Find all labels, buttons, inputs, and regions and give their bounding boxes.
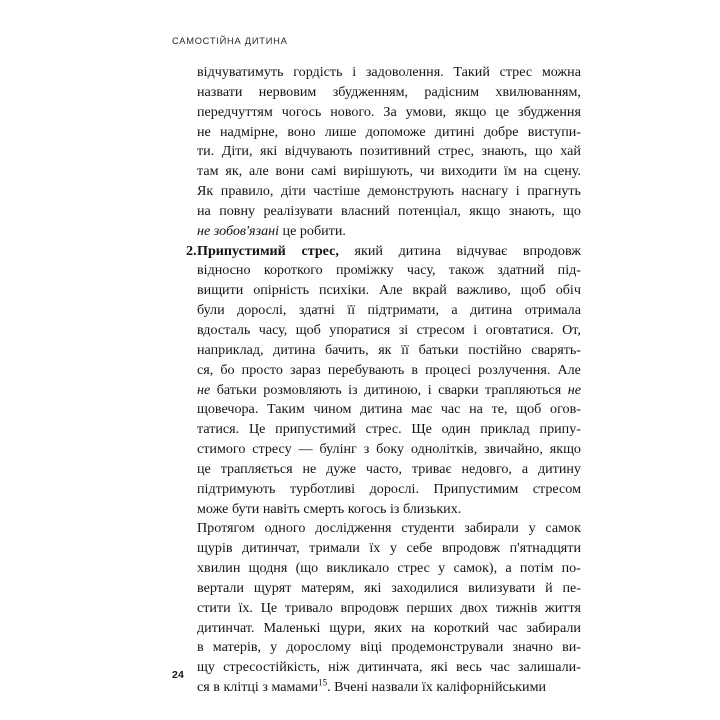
- word: на: [469, 401, 483, 418]
- word: хвилюванням,: [495, 83, 581, 100]
- text-line: [197, 559, 581, 579]
- line-main: розмовляють: [263, 381, 342, 398]
- word: стресом: [532, 480, 581, 497]
- word: яких: [374, 619, 403, 636]
- word: продемонстрували: [391, 639, 504, 656]
- word: частіше: [313, 183, 361, 200]
- text-line: [197, 281, 581, 301]
- word: їх: [369, 540, 381, 557]
- text-line-final: [197, 222, 581, 242]
- word: психіки.: [318, 282, 370, 299]
- word: виходити: [441, 163, 497, 180]
- text-line: [197, 539, 581, 559]
- word: стресостійкість,: [223, 659, 320, 676]
- word: перебувають: [327, 361, 405, 378]
- word: звичайно,: [484, 441, 543, 458]
- word: постійно: [468, 341, 522, 358]
- word: однолітків,: [410, 441, 478, 458]
- line-remainder: відчуває: [456, 242, 508, 259]
- word: Це: [260, 599, 278, 616]
- word: щурів: [197, 540, 233, 557]
- word: її: [347, 302, 356, 319]
- word: щурят: [253, 579, 292, 596]
- word: лише: [324, 123, 357, 140]
- word: тижнів: [495, 599, 538, 616]
- word: сцену.: [544, 163, 581, 180]
- word: самок),: [453, 560, 498, 577]
- word: ви-: [562, 639, 581, 656]
- word: Але: [379, 282, 403, 299]
- word: в: [411, 361, 419, 378]
- word: щоб: [516, 401, 542, 418]
- word: чи: [419, 163, 435, 180]
- word: щоб: [520, 282, 546, 299]
- word: вкрай: [412, 282, 447, 299]
- word: хай: [560, 143, 581, 160]
- emphasis-text: не зобов'язані: [197, 222, 280, 239]
- text-line: [197, 381, 581, 401]
- word: розлучення.: [478, 361, 551, 378]
- word: стрес,: [437, 143, 474, 160]
- word: Такий: [453, 64, 490, 80]
- word: двох: [460, 599, 488, 616]
- word: припу-: [539, 421, 581, 438]
- word: стрес.: [365, 421, 402, 438]
- word: самок: [545, 520, 581, 537]
- word: її: [401, 341, 409, 358]
- word: час: [497, 619, 518, 636]
- word: дитинчат,: [242, 540, 300, 557]
- word: забирали: [464, 520, 519, 537]
- word: От,: [562, 321, 581, 338]
- word: студенти: [401, 520, 455, 537]
- word: нового.: [330, 103, 375, 120]
- text-line: [197, 63, 581, 83]
- page-number: 24: [172, 669, 185, 681]
- word: не: [197, 123, 211, 140]
- text-line: [197, 321, 581, 341]
- word: відносно: [197, 262, 251, 279]
- word: які: [364, 579, 382, 596]
- word: бо: [220, 361, 235, 378]
- word: Маленькі: [263, 619, 321, 636]
- text-line: [197, 638, 581, 658]
- emphasis-text: не: [567, 381, 581, 398]
- line-remainder: дитина: [398, 242, 441, 259]
- word: одного: [264, 520, 306, 537]
- word: відчуватимуть: [197, 64, 284, 80]
- emphasis-text: не: [197, 381, 211, 398]
- text-line: [197, 261, 581, 281]
- word: Діти,: [221, 143, 253, 160]
- line-remainder: який: [354, 242, 383, 259]
- paragraph-continuation: [197, 63, 581, 242]
- word: умови,: [405, 103, 447, 120]
- word: впродовж: [441, 540, 501, 557]
- word: власний: [341, 202, 390, 219]
- word: щури,: [329, 619, 366, 636]
- word: що: [563, 202, 581, 219]
- word: вищити: [197, 282, 244, 299]
- word: повну: [219, 202, 256, 219]
- text-line: [197, 202, 581, 222]
- word: тривало: [284, 599, 333, 616]
- word: дитину: [537, 460, 581, 477]
- word: стрес: [499, 64, 533, 80]
- numbered-list-item-2: [186, 242, 581, 520]
- word: відчувають: [284, 143, 353, 160]
- word: там: [197, 163, 219, 180]
- word: їм: [503, 163, 517, 180]
- word: якщо: [469, 202, 501, 219]
- word: які: [430, 659, 448, 676]
- word: ніж: [328, 659, 350, 676]
- running-header: САМОСТІЙНА ДИТИНА: [172, 36, 288, 46]
- word: часто,: [365, 460, 403, 477]
- word: важливо,: [456, 282, 511, 299]
- word: викликало: [326, 560, 390, 577]
- word: матерів,: [212, 639, 262, 656]
- line-main: трапляються: [485, 381, 562, 398]
- word: дуже: [326, 460, 356, 477]
- word: допоможе: [365, 123, 426, 140]
- word: ся,: [197, 361, 214, 378]
- text-line: [197, 361, 581, 381]
- line-main: і: [427, 381, 432, 398]
- text-line: [197, 83, 581, 103]
- word: знають,: [508, 202, 555, 219]
- word: як,: [225, 163, 243, 180]
- word: життя: [545, 599, 581, 616]
- word: потенціал,: [398, 202, 461, 219]
- text-line: [197, 182, 581, 202]
- word: дослідження: [315, 520, 392, 537]
- word: щовечора.: [197, 401, 259, 418]
- footnote-marker: 15: [318, 677, 328, 688]
- word: стресом: [416, 321, 465, 338]
- word: недовго,: [461, 460, 512, 477]
- word: хвилин: [197, 560, 241, 577]
- text-line: [197, 400, 581, 420]
- text-line: [197, 599, 581, 619]
- word: пе-: [562, 579, 581, 596]
- body-text-column: [186, 63, 581, 698]
- word: діти: [280, 183, 306, 200]
- word: це: [197, 460, 211, 477]
- word: у: [270, 639, 278, 656]
- word: трапляється: [220, 460, 293, 477]
- word: час: [490, 659, 510, 676]
- word: впродовж: [340, 599, 399, 616]
- word: під-: [557, 262, 581, 279]
- word: зараз: [290, 361, 321, 378]
- word: на: [523, 163, 538, 180]
- word: і: [473, 321, 478, 338]
- word: дитина: [273, 341, 316, 358]
- word: надмірне,: [220, 123, 279, 140]
- word: огов-: [550, 401, 581, 418]
- word: дорослі.: [369, 480, 419, 497]
- text-line-final: [197, 500, 581, 520]
- word: просто: [241, 361, 283, 378]
- list-marker: 2.: [186, 242, 197, 259]
- word: стимого: [197, 441, 246, 458]
- text-line: [197, 460, 581, 480]
- word: опірність: [253, 282, 310, 299]
- word: позитивний: [359, 143, 431, 160]
- word: ти.: [197, 143, 215, 160]
- word: віці: [360, 639, 383, 656]
- line-text: це робити.: [279, 222, 346, 239]
- word: наприклад,: [197, 341, 264, 358]
- word: те,: [491, 401, 508, 418]
- word: не: [302, 460, 317, 477]
- word: татися.: [197, 421, 240, 438]
- word: стресу: [252, 441, 292, 458]
- word: якщо: [549, 441, 581, 458]
- line-text: ся в клітці з мамами: [197, 679, 319, 696]
- word: добре: [483, 123, 519, 140]
- word: можна: [541, 64, 581, 80]
- word: боку: [376, 441, 405, 458]
- word: по-: [561, 560, 581, 577]
- word: Протягом: [197, 520, 255, 537]
- text-line: [197, 658, 581, 678]
- word: процесі: [425, 361, 472, 378]
- text-line: [197, 579, 581, 599]
- word: весь: [456, 659, 482, 676]
- word: наснагу: [461, 183, 509, 200]
- word: бачить,: [324, 341, 369, 358]
- word: передчуттям: [197, 103, 273, 120]
- word: припустимий: [275, 421, 356, 438]
- word: Як: [197, 183, 214, 200]
- word: здатний: [497, 262, 545, 279]
- word: Припустимим: [433, 480, 519, 497]
- text-line: [197, 440, 581, 460]
- word: у: [389, 540, 397, 557]
- word: один: [441, 421, 471, 438]
- word: прагнуть: [527, 183, 581, 200]
- word: короткого: [263, 262, 323, 279]
- word: За: [383, 103, 397, 120]
- line-remainder: впродовж: [522, 242, 581, 259]
- word: правило,: [220, 183, 274, 200]
- word: зі: [398, 321, 409, 338]
- text-line: [197, 162, 581, 182]
- text-line: [197, 301, 581, 321]
- line-text-after-note: . Вчені назвали їх каліфорнійськими: [327, 679, 547, 696]
- word: у: [438, 560, 446, 577]
- text-line: [197, 142, 581, 162]
- word: це: [495, 103, 510, 120]
- text-line: [197, 103, 581, 123]
- word: забирали: [526, 619, 581, 636]
- text-line: [197, 519, 581, 539]
- word: дитина: [360, 401, 403, 418]
- text-line: [197, 619, 581, 639]
- word: проміжку: [336, 262, 394, 279]
- paragraph-rat-study: [197, 519, 581, 698]
- word: як: [378, 341, 392, 358]
- word: з: [363, 441, 370, 458]
- word: сварять-: [531, 341, 581, 358]
- word: самі: [311, 163, 337, 180]
- word: й: [545, 579, 553, 596]
- word: але: [249, 163, 269, 180]
- word: дитинчата,: [357, 659, 423, 676]
- word: і: [352, 64, 357, 80]
- word: що: [534, 143, 553, 160]
- word: щодня: [248, 560, 288, 577]
- text-line: [197, 420, 581, 440]
- word: короткий: [433, 619, 489, 636]
- word: здатні: [298, 302, 335, 319]
- word: булінг: [319, 441, 357, 458]
- word: залишали-: [517, 659, 581, 676]
- word: збудження: [518, 103, 581, 120]
- word: радісним: [424, 83, 480, 100]
- word: їх.: [238, 599, 253, 616]
- word: у: [528, 520, 536, 537]
- word: Але: [557, 361, 581, 378]
- word: стити: [197, 599, 231, 616]
- word: Таким: [267, 401, 305, 418]
- word: вилизувати: [468, 579, 536, 596]
- word: потім: [519, 560, 554, 577]
- line-text: може бути навіть смерть когось із близьких.: [197, 500, 462, 517]
- word: Ще: [411, 421, 432, 438]
- word: реалізувати: [263, 202, 333, 219]
- word: вони: [275, 163, 305, 180]
- word: демонструють: [367, 183, 454, 200]
- bold-lead-in: Припустимий: [197, 242, 286, 259]
- word: щу: [197, 659, 215, 676]
- word: значно: [512, 639, 553, 656]
- word: якщо: [455, 103, 487, 120]
- word: воно: [287, 123, 316, 140]
- word: (що: [295, 560, 319, 577]
- word: часу,: [258, 321, 288, 338]
- word: вдосталь: [197, 321, 251, 338]
- word: вертали: [197, 579, 244, 596]
- word: задоволення.: [365, 64, 444, 80]
- word: щоб: [295, 321, 321, 338]
- word: турботливі: [290, 480, 356, 497]
- line-main: із: [348, 381, 358, 398]
- word: оговтатися.: [485, 321, 554, 338]
- word: підтримують: [197, 480, 276, 497]
- word: дорослому: [286, 639, 352, 656]
- text-line-final: [197, 678, 581, 698]
- line-main: дитиною,: [364, 381, 422, 398]
- line-main: сварки: [438, 381, 479, 398]
- word: дитина: [470, 302, 513, 319]
- text-line: [197, 123, 581, 143]
- word: вирішують,: [343, 163, 413, 180]
- word: знають,: [481, 143, 528, 160]
- word: назвати: [197, 83, 243, 100]
- word: були: [197, 302, 225, 319]
- word: батьки: [418, 341, 459, 358]
- word: і: [515, 183, 520, 200]
- word: а: [521, 460, 529, 477]
- word: в: [197, 639, 204, 656]
- word: гордість: [293, 64, 343, 80]
- word: обіч: [555, 282, 581, 299]
- word: на: [411, 619, 425, 636]
- word: перших: [406, 599, 453, 616]
- word: дитині: [434, 123, 475, 140]
- word: а: [505, 560, 512, 577]
- word: Це: [248, 421, 266, 438]
- word: дорослі,: [237, 302, 287, 319]
- word: матерям,: [301, 579, 355, 596]
- word: а: [451, 302, 458, 319]
- word: дитинчат.: [197, 619, 255, 636]
- word: чогось: [281, 103, 322, 120]
- word: збудженням,: [332, 83, 409, 100]
- line-main: батьки: [216, 381, 257, 398]
- word: п'ятнадцяти: [509, 540, 581, 557]
- word: себе: [406, 540, 433, 557]
- bold-lead-in: стрес,: [301, 242, 339, 259]
- word: триває: [411, 460, 452, 477]
- word: стрес: [397, 560, 430, 577]
- word: нервовим: [258, 83, 317, 100]
- word: підтримати,: [367, 302, 439, 319]
- word: має: [411, 401, 433, 418]
- word: часу,: [406, 262, 436, 279]
- text-line: [197, 242, 581, 262]
- word: отримала: [524, 302, 581, 319]
- word: заходилися: [391, 579, 459, 596]
- word: виступи-: [527, 123, 581, 140]
- word: час: [440, 401, 461, 418]
- word: упоратися: [329, 321, 391, 338]
- text-line: [197, 480, 581, 500]
- word: на: [197, 202, 211, 219]
- word: тримали: [309, 540, 360, 557]
- word: також: [448, 262, 484, 279]
- word: приклад: [480, 421, 530, 438]
- word: які: [260, 143, 278, 160]
- text-line: [197, 341, 581, 361]
- word: чином: [313, 401, 352, 418]
- word: —: [298, 441, 313, 458]
